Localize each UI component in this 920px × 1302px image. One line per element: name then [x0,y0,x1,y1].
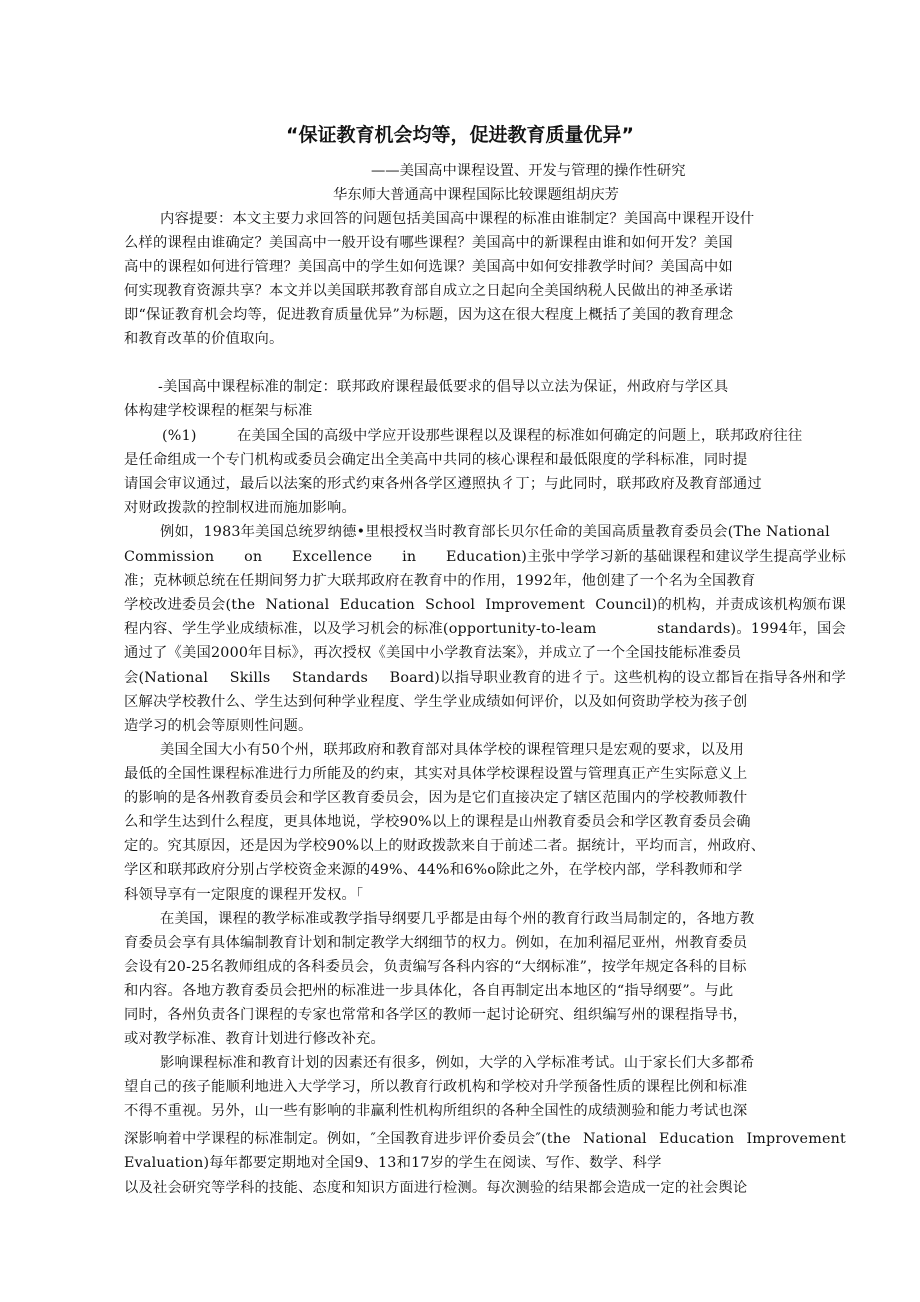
word: 会(National [124,670,209,686]
paragraph-line: 和内容。各地方教育委员会把州的标准进一步具体化，各自再制定出本地区的“指导纲要”。与此 [124,983,734,999]
document-author: 华东师大普通高中课程国际比较课题组胡庆芳 [333,187,619,203]
word: on [244,549,263,565]
paragraph-line: 望自己的孩子能顺利地进入大学学习，所以教育行政机构和学校对升学预备性质的课程比例和标准 [124,1079,748,1095]
paragraph-marker: (%1) [162,428,197,444]
word: Council)的机构，并责成该机构颁布课 [595,597,846,613]
word: Standards [292,670,369,686]
paragraph-line-justified [124,595,846,615]
paragraph-line: 在美国全国的高级中学应开设那些课程以及课程的标准如何确定的问题上，联邦政府往往 [237,428,803,444]
paragraph-line: 或对教学标准、教育计划进行修改补充。 [124,1031,385,1047]
word: National [265,597,330,613]
paragraph-line: 请国会审议通过，最后以法案的形式约束各州各学区遵照执彳丁；与此同时，联邦政府及教育部通过 [124,476,762,492]
word: Education)主张中学学习新的基础课程和建议学生提高学业标 [446,549,846,565]
abstract-line: 内容提要：本文主要力求回答的问题包括美国高中课程的标准由谁制定？美国高中课程开设什 [160,211,755,227]
paragraph-line: 的影响的是各州教育委员会和学区教育委员会，因为是它们直接决定了辖区范围内的学校教师教什 [124,790,748,806]
paragraph-line: 以及社会研究等学科的技能、态度和知识方面进行检测。每次测验的结果都会造成一定的社会舆论 [124,1180,748,1196]
section-heading-line: 体构建学校课程的框架与标准 [124,403,313,419]
paragraph-line: 育委员会享有具体编制教育计划和制定教学大纲细节的权力。例如，在加利福尼亚州，州教育委员 [124,935,748,951]
paragraph-line: 影响课程标准和教育计划的因素还有很多，例如，大学的入学标准考试。山于家长们大多都希 [160,1055,755,1071]
paragraph-line: 准；克林顿总统在任期间努力扩大联邦政府在教育中的作用，1992年，他创建了一个名为全国教育 [124,573,756,589]
word: Board)以指导职业教育的进彳亍。这些机构的设立都旨在指导各州和学 [389,670,846,686]
word: Commission [124,549,215,565]
word: Improvement [485,597,585,613]
paragraph-line: 例如，1983年美国总统罗纳德•里根授权当时教育部长贝尔任命的美国高质量教育委员会(The National [160,524,830,540]
paragraph-line: 不得不重视。另外，山一些有影响的非赢利性机构所组织的各种全国性的成绩测验和能力考试也深 [124,1103,748,1119]
abstract-line: 何实现教育资源共享？本文并以美国联邦教育部自成立之日起向全美国纳税人民做出的神圣承诺 [124,283,733,299]
paragraph-line-justified [124,1129,846,1149]
paragraph-line: 对财政拨款的控制权进而施加影响。 [124,500,356,516]
word: 深影响着中学课程的标准制定。例如，″全国教育进步评价委员会″(the [124,1131,571,1147]
paragraph-line: 造学习的机会等原则性问题。 [124,718,313,734]
paragraph-line: 通过了《美国2000年目标》，再次授权《美国中小学教育法案》，并成立了一个全国技能标准委员 [124,645,742,661]
word: 程内容、学生学业成绩标准，以及学习机会的标准(opportunity-to-leam [124,621,597,637]
paragraph-line: 定的。究其原因，还是因为学校90%以上的财政拨款来自于前述二者。据统计，平均而言，州政府、 [124,838,766,854]
paragraph-line: Evaluation)每年都要定期地对全国9、13和17岁的学生在阅读、写作、数学、科学 [124,1155,662,1171]
word: School [425,597,476,613]
abstract-line: 和教育改革的价值取向。 [124,331,284,347]
word: in [402,549,417,565]
paragraph-line: 会设有20-25名教师组成的各科委员会，负责编写各科内容的“大纲标准”，按学年规定各科的目标 [124,959,747,975]
paragraph-line-justified [124,547,846,567]
paragraph-line: 最低的全国性课程标准进行力所能及的约束，其实对具体学校课程设置与管理真正产生实际意义上 [124,766,748,782]
word: standards)。1994年，国会 [656,621,846,637]
word: Excellence [292,549,373,565]
document-title: “保证教育机会均等，促进教育质量优异” [286,124,634,146]
paragraph-line: 么和学生达到什么程度，更具体地说，学校90%以上的课程是山州教育委员会和学区教育委员会确 [124,814,751,830]
abstract-line: 么样的课程由谁确定？美国高中一般开设有哪些课程？美国高中的新课程由谁和如何开发？美国 [124,235,733,251]
abstract-line: 即“保证教育机会均等，促进教育质量优异”为标题，因为这在很大程度上概括了美国的教育理念 [124,307,734,323]
section-heading-line: -美国高中课程标准的制定：联邦政府课程最低要求的倡导以立法为保证，州政府与学区具 [158,379,729,395]
word: Education [659,1131,735,1147]
paragraph-line: 科领导享有一定限度的课程开发权。「 [124,887,364,903]
word: Improvement [746,1131,846,1147]
word: National [582,1131,647,1147]
word: Education [339,597,415,613]
word: Skills [229,670,271,686]
paragraph-line: 美国全国大小有50个州，联邦政府和教育部对具体学校的课程管理只是宏观的要求，以及用 [160,742,744,758]
paragraph-line-justified [124,668,846,688]
paragraph-line: 区解决学校教什么、学生达到何种学业程度、学生学业成绩如何评价，以及如何资助学校为孩子创 [124,694,748,710]
paragraph-line-justified [124,619,846,639]
paragraph-line: 在美国，课程的教学标准或教学指导纲要几乎都是由每个州的教育行政当局制定的，各地方教 [160,911,755,927]
paragraph-line: 同时，各州负责各门课程的专家也常常和各学区的教师一起讨论研究、组织编写州的课程指导书， [124,1007,748,1023]
word: 学校改进委员会(the [124,597,256,613]
document-subtitle: ——美国高中课程设置、开发与管理的操作性研究 [371,163,686,179]
paragraph-line: 是任命组成一个专门机构或委员会确定出全美高中共同的核心课程和最低限度的学科标准，同时提 [124,452,748,468]
paragraph-line: 学区和联邦政府分别占学校资金来源的49%、44%和6%o除此之外，在学校内部，学科教师和学 [124,862,743,878]
abstract-line: 高中的课程如何进行管理？美国高中的学生如何选课？美国高中如何安排教学时间？美国高中如 [124,259,733,275]
